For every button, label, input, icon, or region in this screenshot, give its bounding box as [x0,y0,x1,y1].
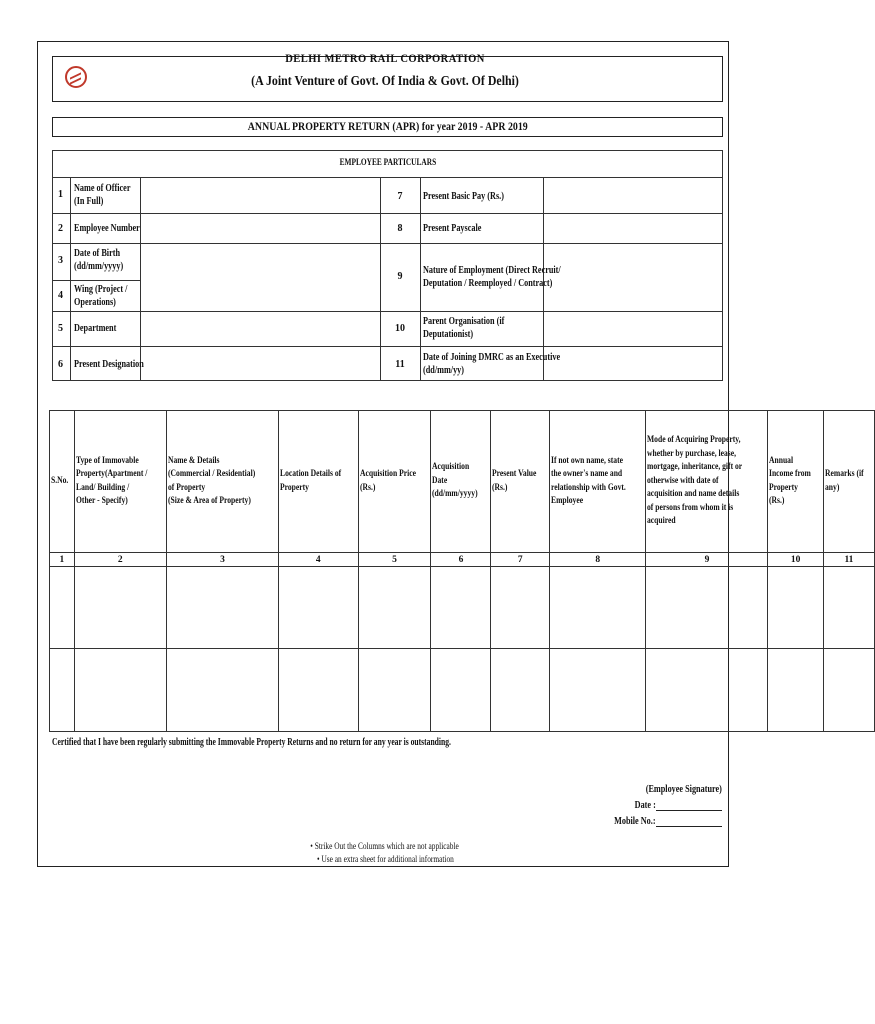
table-cell[interactable] [74,567,166,649]
header-line: Property [769,482,799,493]
row-number-5: 5 [58,323,63,334]
employee-number-field[interactable] [141,214,380,243]
header-location [278,411,358,553]
column-number: 6 [431,553,491,567]
nature-of-employment-field[interactable] [544,244,723,311]
column-number: 1 [50,553,75,567]
name-of-officer-label: Name of Officer (In Full) [74,183,131,207]
department-label: Department [74,323,117,334]
row-number-3: 3 [58,255,63,266]
header-line: Acquisition Price [359,469,416,479]
header-annual-income [768,411,823,553]
table-cell[interactable] [491,567,550,649]
table-cell[interactable] [431,649,491,732]
table-cell[interactable] [549,567,646,649]
header-line: the owner's name and [550,469,623,479]
date-of-joining-label: Date of Joining DMRC as an Executive (dd/mm/yy) [423,352,561,376]
table-cell[interactable] [646,567,768,649]
column-number: 8 [549,553,646,567]
header-name-details [166,411,278,553]
column-number: 10 [768,553,823,567]
date-label: Date : [634,800,656,811]
table-cell[interactable] [646,649,768,732]
header-line: otherwise with date of [647,475,720,486]
table-cell[interactable] [823,567,874,649]
row-number-1: 1 [58,189,63,200]
header-line: Mode of Acquiring Property, [647,435,742,446]
column-number: 3 [166,553,278,567]
row-number-2: 2 [58,223,63,234]
header-line: Income from [769,469,812,479]
table-row[interactable] [50,649,875,732]
column-number: 9 [646,553,768,567]
header-line: Type of Immovable [75,455,139,466]
section-title: EMPLOYEE PARTICULARS [339,157,436,167]
row-number-8: 8 [397,223,403,234]
footnote-extra-sheet: • Use an extra sheet for additional information [316,854,454,864]
present-basic-pay-field[interactable] [544,178,723,213]
present-payscale-field[interactable] [544,214,723,243]
header-mode-of-acquiring [646,411,768,553]
header-line: Location Details of [279,469,342,479]
header-line: If not own name, state [550,455,623,466]
header-remarks [823,411,874,553]
column-number: 11 [823,553,874,567]
table-row[interactable] [50,567,875,649]
column-number: 4 [278,553,358,567]
date-field[interactable] [656,809,722,811]
return-title-box [52,117,723,137]
column-number-row [50,553,875,567]
certification-text: Certified that I have been regularly submitting the Immovable Property Returns and no return for any year is outstanding. [52,737,451,748]
header-type-of-property [74,411,166,553]
header-acquisition-date [431,411,491,553]
header-line: Annual [769,455,794,466]
header-line: Date [432,475,448,486]
table-cell[interactable] [549,649,646,732]
header-line: of Property [167,482,206,493]
mobile-field[interactable] [656,825,722,827]
row-number-11: 11 [395,359,405,370]
table-cell[interactable] [50,649,75,732]
table-cell[interactable] [491,649,550,732]
header-line: Acquisition [432,462,470,473]
header-line: relationship with Govt. [550,482,626,493]
org-name: DELHI METRO RAIL CORPORATION [285,51,485,65]
footnote-strike-out: • Strike Out the Columns which are not applicable [310,841,460,851]
row-number-10: 10 [395,323,405,334]
header-present-value [491,411,550,553]
date-of-joining-field[interactable] [544,347,723,381]
header-line: S.No. [51,475,69,486]
table-cell[interactable] [823,649,874,732]
header-line: Present Value [492,469,537,479]
header-line: Remarks (if [824,469,864,479]
present-designation-label: Present Designation [74,359,144,370]
property-table [49,410,875,732]
name-of-officer-field[interactable] [141,178,380,213]
mobile-label: Mobile No.: [614,816,656,827]
parent-organisation-field[interactable] [544,312,723,346]
column-number: 5 [358,553,431,567]
header-line: (Rs.) [492,482,508,493]
row-number-4: 4 [58,290,63,301]
header-line: mortgage, inheritance, gift or [647,462,743,473]
parent-organisation-label: Parent Organisation (if Deputationist) [423,316,505,340]
header-line: Other - Specify) [75,496,128,506]
table-cell[interactable] [278,567,358,649]
header-line: (Size & Area of Property) [167,496,251,506]
table-cell[interactable] [768,567,823,649]
table-cell[interactable] [358,649,431,732]
present-designation-field[interactable] [141,347,380,381]
table-cell[interactable] [166,649,278,732]
wing-label: Wing (Project / Operations) [74,284,128,308]
header-sno [50,411,75,553]
date-of-birth-label: Date of Birth (dd/mm/yyyy) [74,248,124,272]
header-line: acquisition and name details [647,489,740,500]
return-title: ANNUAL PROPERTY RETURN (APR) for year 2019 - APR 2019 [247,121,528,133]
table-cell[interactable] [50,567,75,649]
header-line: whether by purchase, lease, [647,448,737,459]
header-line: Name & Details [167,455,220,466]
table-cell[interactable] [166,567,278,649]
table-cell[interactable] [358,567,431,649]
table-cell[interactable] [431,567,491,649]
present-basic-pay-label: Present Basic Pay (Rs.) [423,191,504,202]
nature-of-employment-label: Nature of Employment (Direct Recruit/ Deputation / Reemployed / Contract) [423,265,561,289]
header-line: Property(Apartment / [75,469,148,479]
row-number-9: 9 [397,271,403,282]
employee-signature-label: (Employee Signature) [645,784,722,795]
header-line: any) [824,482,840,493]
header-line: (Rs.) [769,496,785,506]
column-number: 7 [491,553,550,567]
header-line: (Commercial / Residential) [167,469,256,479]
header-owner-name [549,411,646,553]
property-header-row [50,411,875,553]
header-acquisition-price [358,411,431,553]
table-cell[interactable] [278,649,358,732]
header-line: (Rs.) [359,482,375,493]
header-line: (dd/mm/yyyy) [432,489,479,500]
header-line: Employee [550,496,584,506]
present-payscale-label: Present Payscale [423,223,482,234]
table-cell[interactable] [768,649,823,732]
employee-number-label: Employee Number [74,223,140,234]
header-line: of persons from whom it is [647,502,734,513]
header-line: Land/ Building / [75,482,129,493]
department-field[interactable] [141,312,380,346]
org-subtitle: (A Joint Venture of Govt. Of India & Govt. Of Delhi) [251,73,519,88]
row-number-7: 7 [397,191,403,202]
row-number-6: 6 [58,359,63,370]
header-line: Property [279,482,309,493]
date-of-birth-field[interactable] [141,244,380,280]
table-cell[interactable] [74,649,166,732]
column-number: 2 [74,553,166,567]
header-line: acquired [647,516,677,527]
